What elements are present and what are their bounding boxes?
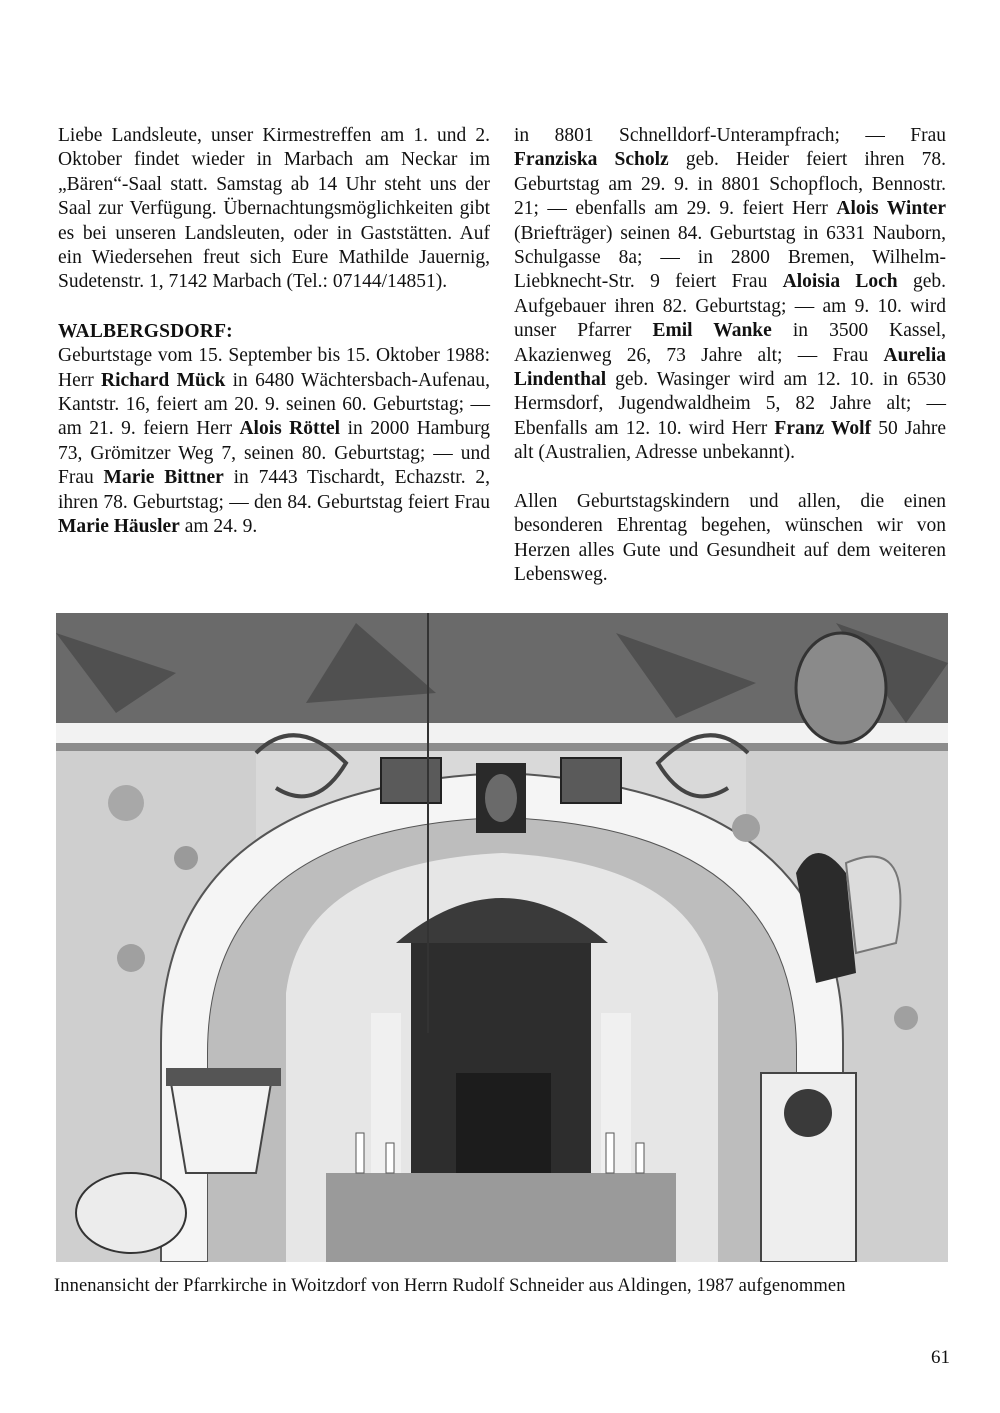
person-name: Marie Häusler	[58, 516, 180, 538]
person-name: Emil Wanke	[652, 320, 772, 342]
person-name: Franz Wolf	[774, 417, 872, 439]
section-heading-walbergsdorf: WALBERGSDORF:	[58, 320, 233, 342]
person-name: Richard Mück	[101, 369, 226, 391]
person-name: Aurelia Lindenthal	[514, 344, 946, 391]
page-number: 61	[931, 1347, 950, 1368]
birthdays-paragraph-right: in 8801 Schnelldorf-Unterampfrach; — Frau Franziska Scholz geb. Heider feiert ihren 78. Geburtstag am 29. 9. in 8801 Schopfloch, Bennostr. 21; — ebenfalls am 29. 9. feiert Herr Alois Winter (Briefträger) seinen 84. Geburtstag in 6331 Nauborn, Schulgasse 8a; — in 2800 Bremen, Wilhelm-Liebknecht-Str. 9 feiert Frau Aloisia Loch geb. Aufgebauer ihren 82. Geburtstag; — am 9. 10. wird unser Pfarrer Emil Wanke in 3500 Kassel, Akazienweg 26, 73 Jahre alt; — Frau Aurelia Lindenthal geb. Wasinger wird am 12. 10. in 6530 Hermsdorf, Jugendwaldheim 5, 82 Jahre alt; — Ebenfalls am 12. 10. wird Herr Franz Wolf 50 Jahre alt (Australien, Adresse unbekannt).	[514, 125, 947, 464]
greeting-paragraph: Allen Geburtstagskindern und allen, die einen besonderen Ehrentag begehen, wünschen wir von Herzen alles Gute und Gesundheit auf dem weiteren Lebensweg.	[514, 490, 946, 585]
person-name: Franziska Scholz	[514, 149, 669, 171]
birthdays-paragraph-left: Geburtstage vom 15. September bis 15. Oktober 1988: Herr Richard Mück in 6480 Wächtersbach-Aufenau, Kantstr. 16, feiert am 20. 9. seinen 60. Geburtstag; — am 21. 9. feiern Herr Alois Röttel in 2000 Hamburg 73, Grömitzer Weg 7, seinen 80. Geburtstag; — und Frau Marie Bittner in 7443 Tischardt, Echazstr. 2, ihren 78. Geburtstag; — den 84. Geburtstag feiert Frau Marie Häusler am 24. 9.	[58, 345, 490, 538]
person-name: Alois Winter	[836, 198, 946, 220]
person-name: Alois Röttel	[239, 418, 341, 440]
left-column	[58, 124, 490, 540]
right-column	[514, 124, 946, 587]
person-name: Aloisia Loch	[782, 271, 898, 293]
photo-caption: Innenansicht der Pfarrkirche in Woitzdorf von Herrn Rudolf Schneider aus Aldingen, 1987 aufgenommen	[54, 1276, 846, 1296]
person-name: Marie Bittner	[103, 467, 224, 489]
intro-paragraph: Liebe Landsleute, unser Kirmestreffen am 1. und 2. Oktober findet wieder in Marbach am Neckar im „Bären“-Saal statt. Samstag ab 14 Uhr steht uns der Saal zur Verfügung. Übernachtungsmöglichkeiten gibt es bei unseren Landsleuten, oder in Gaststätten. Auf ein Wiedersehen freut sich Eure Mathilde Jauernig, Sudetenstr. 1, 7142 Marbach (Tel.: 07144/14851).	[58, 125, 490, 293]
church-interior-photo	[56, 613, 948, 1262]
